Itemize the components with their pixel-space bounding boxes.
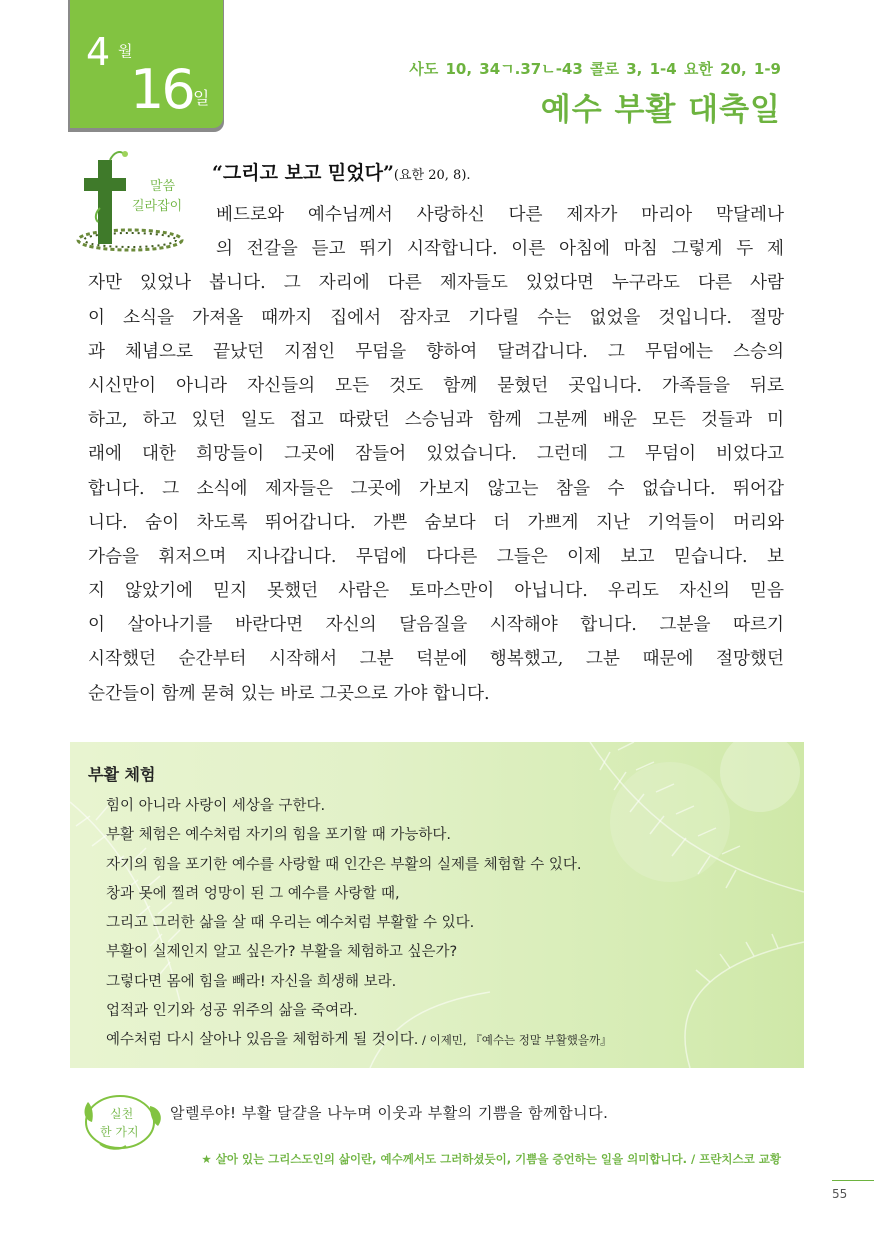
- gospel-quote: [212, 158, 471, 185]
- panel-poem: [106, 792, 612, 1056]
- day-unit: 일: [193, 89, 210, 109]
- body-line: 이 살아나기를 바란다면 자신의 달음질을 시작해야 합니다. 그분을 따르기: [88, 615, 784, 636]
- quote-text: “그리고 보고 믿었다”: [212, 162, 394, 184]
- poem-line: 그리고 그러한 삶을 살 때 우리는 예수처럼 부활할 수 있다.: [106, 915, 475, 932]
- body-line: 합니다. 그 소식에 제자들은 그곳에 가보지 않고는 참을 수 없습니다. 뛰어갑: [88, 478, 784, 499]
- practice-text: 알렐루야! 부활 달걀을 나누며 이웃과 부활의 기쁨을 함께합니다.: [170, 1104, 609, 1122]
- body-line: 가슴을 휘저으며 지나갑니다. 무덤에 다다른 그들은 이제 보고 믿습니다. 보: [88, 546, 784, 567]
- reflection-body: [88, 198, 784, 711]
- resurrection-panel: [70, 742, 804, 1068]
- scripture-readings: 사도 10, 34ㄱ.37ㄴ-43 콜로 3, 1-4 요한 20, 1-9: [409, 60, 781, 78]
- practice-badge-line1: 실천: [110, 1107, 134, 1121]
- body-line: 과 체념으로 끝났던 지점인 무덤을 향하여 달려갑니다. 그 무덤에는 스승의: [88, 341, 784, 362]
- poem-line: 힘이 아니라 사랑이 세상을 구한다.: [106, 798, 326, 814]
- body-line: 순간들이 함께 묻혀 있는 바로 그곳으로 가야 합니다.: [88, 683, 490, 704]
- poem-line: 업적과 인기와 성공 위주의 삶을 죽여라.: [106, 1003, 358, 1020]
- poem-line-last: [106, 1026, 612, 1055]
- poem-line: 부활 체험은 예수처럼 자기의 힘을 포기할 때 가능하다.: [106, 827, 452, 844]
- panel-title: 부활 체험: [88, 765, 156, 784]
- body-line: 베드로와 예수님께서 사랑하신 다른 제자가 마리아 막달레나: [216, 205, 784, 225]
- page-number-rule: [832, 1180, 874, 1181]
- word-badge-line2: 길라잡이: [132, 199, 183, 214]
- body-line: 래에 대한 희망들이 그곳에 잠들어 있었습니다. 그런데 그 무덤이 비었다고: [88, 444, 784, 465]
- poem-citation: / 이제민, 『예수는 정말 부활했을까』: [418, 1033, 612, 1048]
- practice-badge-line2: 한 가지: [100, 1125, 139, 1139]
- body-line: 의 전갈을 듣고 뛰기 시작합니다. 이른 아침에 마침 그렇게 두 제: [216, 239, 784, 260]
- pope-quote: ★ 살아 있는 그리스도인의 삶이란, 예수께서도 그러하셨듯이, 기쁨을 증언하는 일을 의미합니다. / 프란치스코 교황: [201, 1152, 781, 1166]
- body-line: 시신만이 아니라 자신들의 모든 것도 함께 묻혔던 곳입니다. 가족들을 뒤로: [88, 375, 784, 396]
- poem-line: 창과 못에 찔려 엉망이 된 그 예수를 사랑할 때,: [106, 885, 400, 902]
- month-unit: 월: [118, 42, 133, 60]
- poem-line: 부활이 실제인지 알고 싶은가? 부활을 체험하고 싶은가?: [106, 944, 458, 961]
- body-line: 이 소식을 가져올 때까지 집에서 잠자코 기다릴 수는 없었을 것입니다. 절망: [88, 307, 784, 328]
- body-line: 지 않았기에 믿지 못했던 사람은 토마스만이 아닙니다. 우리도 자신의 믿음: [88, 581, 784, 602]
- month-number: 4: [86, 30, 110, 74]
- word-badge-line1: 말씀: [150, 179, 176, 194]
- body-line: 하고, 하고 있던 일도 접고 따랐던 스승님과 함께 그분께 배운 모든 것들과 미: [88, 410, 784, 431]
- poem-line-text: 예수처럼 다시 살아나 있음을 체험하게 될 것이다.: [106, 1032, 419, 1049]
- leaf-badge-icon: [80, 1088, 166, 1152]
- poem-line: 그렇다면 몸에 힘을 빼라! 자신을 희생해 보라.: [106, 973, 397, 990]
- body-line: 자만 있었나 봅니다. 그 자리에 다른 제자들도 있었다면 누구라도 다른 사람: [88, 273, 784, 294]
- quote-reference: (요한 20, 8).: [393, 168, 471, 183]
- poem-line: 자기의 힘을 포기한 예수를 사랑할 때 인간은 부활의 실제를 체험할 수 있다.: [106, 856, 582, 873]
- day-number: 16: [130, 58, 193, 121]
- body-line: 시작했던 순간부터 시작해서 그분 덕분에 행복했고, 그분 때문에 절망했던: [88, 649, 784, 670]
- feast-title: 예수 부활 대축일: [540, 92, 781, 128]
- body-line: 니다. 숨이 차도록 뛰어갑니다. 가쁜 숨보다 더 가쁘게 지난 기억들이 머리와: [88, 512, 784, 533]
- page-number: 55: [832, 1187, 848, 1201]
